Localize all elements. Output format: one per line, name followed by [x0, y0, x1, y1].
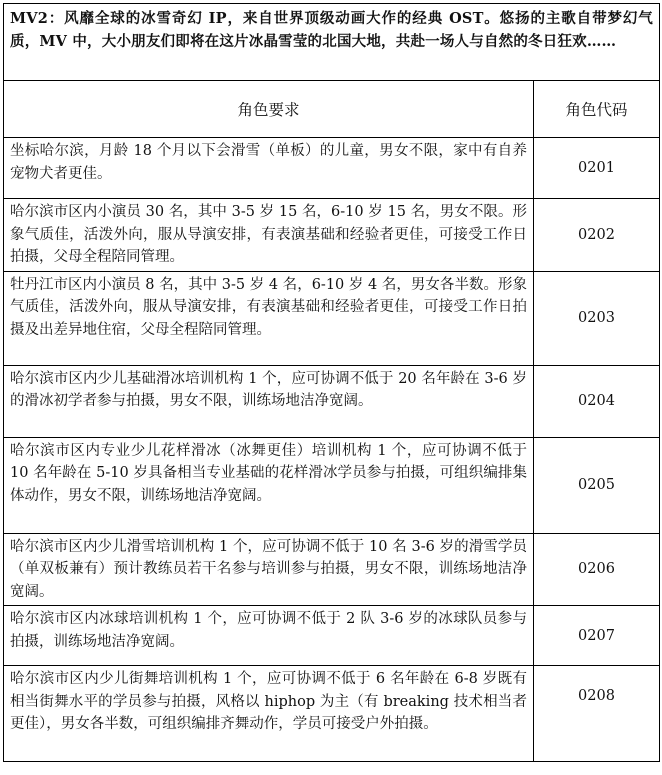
role-table [3, 3, 660, 762]
role-requirement: 哈尔滨市区内专业少儿花样滑冰（冰舞更佳）培训机构 1 个，应可协调不低于 10 名年龄在 5-10 岁具备相当专业基础的花样滑冰学员参与拍摄，可组织编排集体动作，男女不限，训练场地洁净宽阔。 [4, 437, 534, 533]
role-code: 0203 [534, 271, 660, 365]
role-requirement: 牡丹江市区内小演员 8 名，其中 3-5 岁 4 名，6-10 岁 4 名，男女各半数。形象气质佳，活泼外向，服从导演安排，有表演基础和经验者更佳，可接受工作日拍摄及出差异地住宿，父母全程陪同管理。 [4, 271, 534, 365]
role-requirement: 哈尔滨市区内少儿滑雪培训机构 1 个，应可协调不低于 10 名 3-6 岁的滑雪学员（单双板兼有）预计教练员若干名参与培训参与拍摄，男女不限，训练场地洁净宽阔。 [4, 533, 534, 606]
table-row [4, 606, 660, 666]
table-row [4, 199, 660, 272]
role-code: 0205 [534, 437, 660, 533]
role-code: 0208 [534, 666, 660, 762]
intro-row [4, 4, 660, 81]
role-requirement: 坐标哈尔滨，月龄 18 个月以下会滑雪（单板）的儿童，男女不限，家中有自养宠物犬者更佳。 [4, 138, 534, 199]
header-row [4, 81, 660, 138]
role-code: 0202 [534, 199, 660, 272]
intro-text: MV2：风靡全球的冰雪奇幻 IP，来自世界顶级动画大作的经典 OST。悠扬的主歌自带梦幻气质，MV 中，大小朋友们即将在这片冰晶雪莹的北国大地，共赴一场人与自然的冬日狂欢…… [4, 4, 660, 81]
table-row [4, 666, 660, 762]
role-requirement: 哈尔滨市区内小演员 30 名，其中 3-5 岁 15 名，6-10 岁 15 名，男女不限。形象气质佳，活泼外向，服从导演安排，有表演基础和经验者更佳，可接受工作日拍摄，父母全程陪同管理。 [4, 199, 534, 272]
header-code: 角色代码 [534, 81, 660, 138]
table-row [4, 533, 660, 606]
table-row [4, 271, 660, 365]
role-requirement: 哈尔滨市区内冰球培训机构 1 个，应可协调不低于 2 队 3-6 岁的冰球队员参与拍摄，训练场地洁净宽阔。 [4, 606, 534, 666]
table-row [4, 365, 660, 437]
table-row [4, 138, 660, 199]
role-code: 0204 [534, 365, 660, 437]
role-code: 0207 [534, 606, 660, 666]
table-row [4, 437, 660, 533]
role-requirement: 哈尔滨市区内少儿街舞培训机构 1 个，应可协调不低于 6 名年龄在 6-8 岁既有相当街舞水平的学员参与拍摄，风格以 hiphop 为主（有 breaking 技术相当者更佳），男女各半数，可组织编排齐舞动作，学员可接受户外拍摄。 [4, 666, 534, 762]
header-requirement: 角色要求 [4, 81, 534, 138]
role-requirement: 哈尔滨市区内少儿基础滑冰培训机构 1 个，应可协调不低于 20 名年龄在 3-6 岁的滑冰初学者参与拍摄，男女不限，训练场地洁净宽阔。 [4, 365, 534, 437]
role-code: 0201 [534, 138, 660, 199]
role-code: 0206 [534, 533, 660, 606]
